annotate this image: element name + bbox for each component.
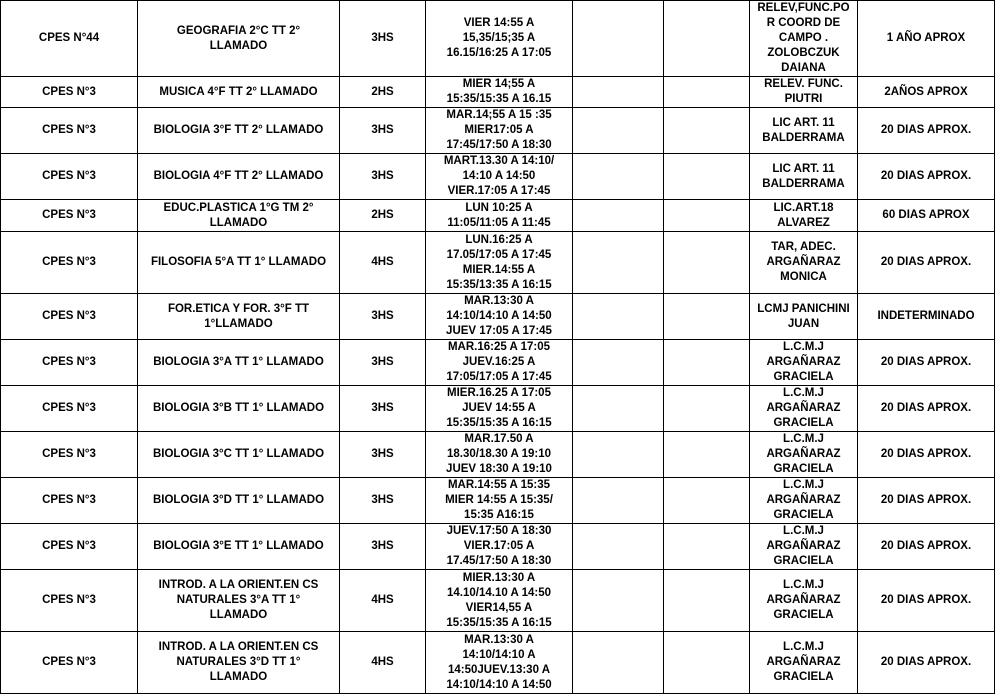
- duration-cell: 20 DIAS APROX.: [858, 432, 995, 478]
- empty-cell: [664, 570, 750, 632]
- hours-cell: 3HS: [340, 432, 426, 478]
- school-cell: CPES N°3: [1, 154, 138, 200]
- subject-cell: BIOLOGIA 3°B TT 1° LLAMADO: [138, 386, 340, 432]
- subject-cell: BIOLOGIA 3°E TT 1° LLAMADO: [138, 524, 340, 570]
- empty-cell: [664, 294, 750, 340]
- empty-cell: [664, 232, 750, 294]
- schedule-cell: MIER.16.25 A 17:05 JUEV 14:55 A 15:35/15:35 A 16:15: [426, 386, 573, 432]
- empty-cell: [573, 632, 664, 694]
- school-cell: CPES N°3: [1, 632, 138, 694]
- school-cell: CPES N°3: [1, 432, 138, 478]
- school-cell: CPES N°3: [1, 232, 138, 294]
- hours-cell: 4HS: [340, 570, 426, 632]
- duration-cell: 20 DIAS APROX.: [858, 154, 995, 200]
- subject-cell: BIOLOGIA 3°A TT 1° LLAMADO: [138, 340, 340, 386]
- empty-cell: [573, 478, 664, 524]
- reason-cell: L.C.M.J ARGAÑARAZ GRACIELA: [750, 432, 858, 478]
- school-cell: CPES N°3: [1, 570, 138, 632]
- empty-cell: [573, 432, 664, 478]
- empty-cell: [664, 77, 750, 108]
- empty-cell: [664, 432, 750, 478]
- reason-cell: LIC ART. 11 BALDERRAMA: [750, 154, 858, 200]
- subject-cell: EDUC.PLASTICA 1°G TM 2° LLAMADO: [138, 200, 340, 232]
- empty-cell: [573, 340, 664, 386]
- reason-cell: TAR, ADEC. ARGAÑARAZ MONICA: [750, 232, 858, 294]
- hours-cell: 3HS: [340, 386, 426, 432]
- reason-cell: LIC.ART.18 ALVAREZ: [750, 200, 858, 232]
- empty-cell: [573, 294, 664, 340]
- hours-cell: 4HS: [340, 632, 426, 694]
- schedule-cell: MAR.17.50 A 18.30/18.30 A 19:10 JUEV 18:30 A 19:10: [426, 432, 573, 478]
- schedule-cell: MAR.13:30 A 14:10/14:10 A 14:50JUEV.13:30 A 14:10/14:10 A 14:50: [426, 632, 573, 694]
- empty-cell: [664, 340, 750, 386]
- subject-cell: BIOLOGIA 3°F TT 2° LLAMADO: [138, 108, 340, 154]
- duration-cell: 2AÑOS APROX: [858, 77, 995, 108]
- empty-cell: [664, 108, 750, 154]
- subject-cell: FOR.ETICA Y FOR. 3°F TT 1°LLAMADO: [138, 294, 340, 340]
- school-cell: CPES N°3: [1, 108, 138, 154]
- empty-cell: [573, 232, 664, 294]
- reason-cell: RELEV,FUNC.PO R COORD DE CAMPO . ZOLOBCZUK DAIANA: [750, 1, 858, 77]
- subject-cell: INTROD. A LA ORIENT.EN CS NATURALES 3°A TT 1° LLAMADO: [138, 570, 340, 632]
- table-row: [1, 232, 995, 294]
- school-cell: CPES N°3: [1, 294, 138, 340]
- hours-cell: 3HS: [340, 1, 426, 77]
- duration-cell: 20 DIAS APROX.: [858, 478, 995, 524]
- empty-cell: [573, 77, 664, 108]
- table-row: [1, 108, 995, 154]
- duration-cell: 20 DIAS APROX.: [858, 524, 995, 570]
- reason-cell: L.C.M.J ARGAÑARAZ GRACIELA: [750, 478, 858, 524]
- school-cell: CPES N°3: [1, 386, 138, 432]
- duration-cell: INDETERMINADO: [858, 294, 995, 340]
- reason-cell: L.C.M.J ARGAÑARAZ GRACIELA: [750, 524, 858, 570]
- reason-cell: RELEV. FUNC. PIUTRI: [750, 77, 858, 108]
- duration-cell: 20 DIAS APROX.: [858, 632, 995, 694]
- schedule-cell: MAR.16:25 A 17:05 JUEV.16:25 A 17:05/17:05 A 17:45: [426, 340, 573, 386]
- duration-cell: 1 AÑO APROX: [858, 1, 995, 77]
- reason-cell: L.C.M.J ARGAÑARAZ GRACIELA: [750, 632, 858, 694]
- table-row: [1, 432, 995, 478]
- subject-cell: GEOGRAFIA 2°C TT 2° LLAMADO: [138, 1, 340, 77]
- empty-cell: [664, 200, 750, 232]
- subject-cell: BIOLOGIA 4°F TT 2° LLAMADO: [138, 154, 340, 200]
- hours-cell: 3HS: [340, 294, 426, 340]
- table-row: [1, 77, 995, 108]
- table-row: [1, 154, 995, 200]
- reason-cell: L.C.M.J ARGAÑARAZ GRACIELA: [750, 570, 858, 632]
- empty-cell: [664, 478, 750, 524]
- empty-cell: [664, 386, 750, 432]
- empty-cell: [573, 570, 664, 632]
- empty-cell: [573, 1, 664, 77]
- school-cell: CPES N°3: [1, 340, 138, 386]
- hours-cell: 2HS: [340, 200, 426, 232]
- duration-cell: 20 DIAS APROX.: [858, 232, 995, 294]
- table-row: [1, 524, 995, 570]
- table-body: [1, 1, 995, 694]
- hours-cell: 4HS: [340, 232, 426, 294]
- table-row: [1, 632, 995, 694]
- schedule-cell: LUN 10:25 A 11:05/11:05 A 11:45: [426, 200, 573, 232]
- schedule-cell: MAR.14;55 A 15 :35 MIER17:05 A 17:45/17:50 A 18:30: [426, 108, 573, 154]
- schedule-cell: LUN.16:25 A 17.05/17:05 A 17:45 MIER.14:55 A 15:35/13:35 A 16:15: [426, 232, 573, 294]
- schedule-cell: MIER 14;55 A 15:35/15:35 A 16.15: [426, 77, 573, 108]
- table-row: [1, 570, 995, 632]
- duration-cell: 20 DIAS APROX.: [858, 570, 995, 632]
- subject-cell: MUSICA 4°F TT 2° LLAMADO: [138, 77, 340, 108]
- empty-cell: [573, 108, 664, 154]
- hours-cell: 3HS: [340, 154, 426, 200]
- duration-cell: 60 DIAS APROX: [858, 200, 995, 232]
- empty-cell: [573, 386, 664, 432]
- subject-cell: BIOLOGIA 3°D TT 1° LLAMADO: [138, 478, 340, 524]
- reason-cell: L.C.M.J ARGAÑARAZ GRACIELA: [750, 340, 858, 386]
- empty-cell: [664, 632, 750, 694]
- empty-cell: [573, 524, 664, 570]
- schedule-cell: VIER 14:55 A 15,35/15;35 A 16.15/16:25 A 17:05: [426, 1, 573, 77]
- table-row: [1, 386, 995, 432]
- reason-cell: LIC ART. 11 BALDERRAMA: [750, 108, 858, 154]
- hours-cell: 3HS: [340, 478, 426, 524]
- subject-cell: INTROD. A LA ORIENT.EN CS NATURALES 3°D TT 1° LLAMADO: [138, 632, 340, 694]
- school-cell: CPES N°3: [1, 77, 138, 108]
- empty-cell: [664, 524, 750, 570]
- empty-cell: [664, 1, 750, 77]
- empty-cell: [664, 154, 750, 200]
- school-cell: CPES N°3: [1, 524, 138, 570]
- schedule-cell: MART.13.30 A 14:10/ 14:10 A 14:50 VIER.17:05 A 17:45: [426, 154, 573, 200]
- reason-cell: L.C.M.J ARGAÑARAZ GRACIELA: [750, 386, 858, 432]
- empty-cell: [573, 200, 664, 232]
- reason-cell: LCMJ PANICHINI JUAN: [750, 294, 858, 340]
- school-cell: CPES N°3: [1, 478, 138, 524]
- table-row: [1, 200, 995, 232]
- table-row: [1, 340, 995, 386]
- table-row: [1, 294, 995, 340]
- hours-cell: 2HS: [340, 77, 426, 108]
- empty-cell: [573, 154, 664, 200]
- duration-cell: 20 DIAS APROX.: [858, 108, 995, 154]
- hours-cell: 3HS: [340, 340, 426, 386]
- school-cell: CPES N°44: [1, 1, 138, 77]
- school-cell: CPES N°3: [1, 200, 138, 232]
- subject-cell: FILOSOFIA 5°A TT 1° LLAMADO: [138, 232, 340, 294]
- schedule-cell: MIER.13:30 A 14.10/14.10 A 14:50 VIER14,55 A 15:35/15:35 A 16:15: [426, 570, 573, 632]
- schedule-cell: MAR.14:55 A 15:35 MIER 14:55 A 15:35/ 15:35 A16:15: [426, 478, 573, 524]
- duration-cell: 20 DIAS APROX.: [858, 386, 995, 432]
- hours-cell: 3HS: [340, 524, 426, 570]
- table-row: [1, 478, 995, 524]
- schedule-cell: MAR.13:30 A 14:10/14:10 A 14:50 JUEV 17:05 A 17:45: [426, 294, 573, 340]
- table-row: [1, 1, 995, 77]
- hours-cell: 3HS: [340, 108, 426, 154]
- schedule-cell: JUEV.17:50 A 18:30 VIER.17:05 A 17.45/17:50 A 18:30: [426, 524, 573, 570]
- subject-cell: BIOLOGIA 3°C TT 1° LLAMADO: [138, 432, 340, 478]
- duration-cell: 20 DIAS APROX.: [858, 340, 995, 386]
